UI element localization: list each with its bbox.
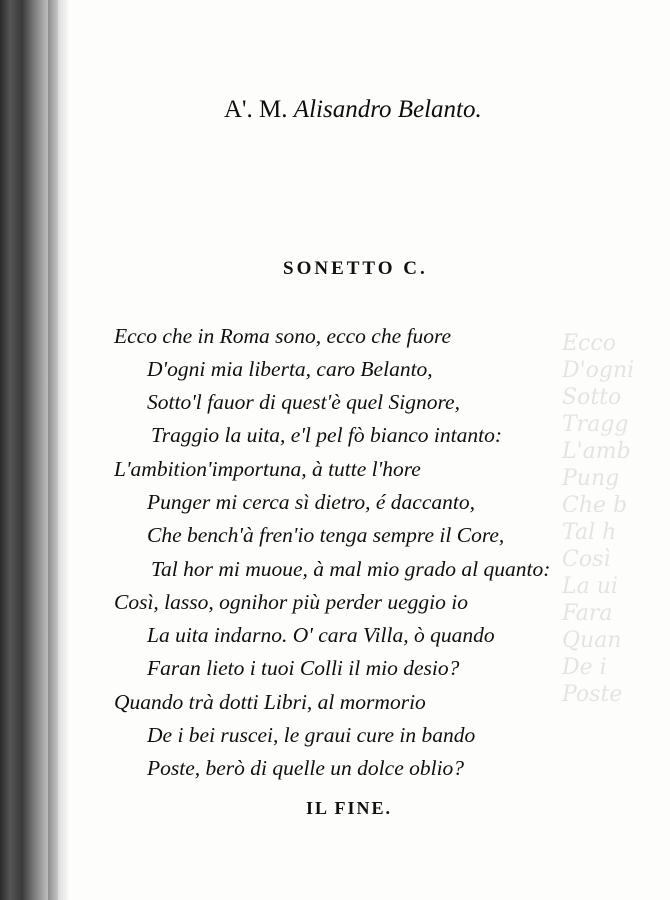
- poem-line: Faran lieto i tuoi Colli il mio desio?: [147, 656, 460, 680]
- poem-line: De i bei ruscei, le graui cure in bando: [147, 723, 476, 747]
- sonnet-title: SONETTO C.: [283, 258, 428, 279]
- poem-line: La uita indarno. O' cara Villa, ò quando: [147, 623, 495, 647]
- poem-line: Punger mi cerca sì dietro, é daccanto,: [147, 490, 475, 514]
- poem-line: Così, lasso, ognihor più perder ueggio io: [114, 590, 468, 614]
- header-prefix: A'. M.: [224, 96, 294, 123]
- poem-line: Sotto'l fauor di quest'è quel Signore,: [147, 390, 460, 414]
- poem-line: Che bench'à fren'io tenga sempre il Core,: [147, 523, 505, 547]
- spine-shadow: [48, 0, 70, 900]
- poem-line: Traggio la uita, e'l pel fò bianco intanto:: [151, 423, 502, 447]
- bleed-through-text: Ecco D'ogni Sotto Tragg L'amb Pung Che b Tal h Così La ui Fara Quan De i Poste: [562, 331, 635, 707]
- poem-line: Ecco che in Roma sono, ecco che fuore: [114, 324, 452, 348]
- poem-line: Tal hor mi muoue, à mal mio grado al quanto:: [151, 557, 551, 581]
- page-header: [224, 96, 482, 124]
- poem-line: L'ambition'importuna, à tutte l'hore: [114, 457, 421, 481]
- end-mark: IL FINE.: [306, 798, 393, 818]
- poem-line: Poste, berò di quelle un dolce oblio?: [147, 756, 465, 780]
- header-name: Alisandro Belanto.: [293, 96, 482, 123]
- poem-line: D'ogni mia liberta, caro Belanto,: [147, 357, 433, 381]
- poem-line: Quando trà dotti Libri, al mormorio: [114, 690, 426, 714]
